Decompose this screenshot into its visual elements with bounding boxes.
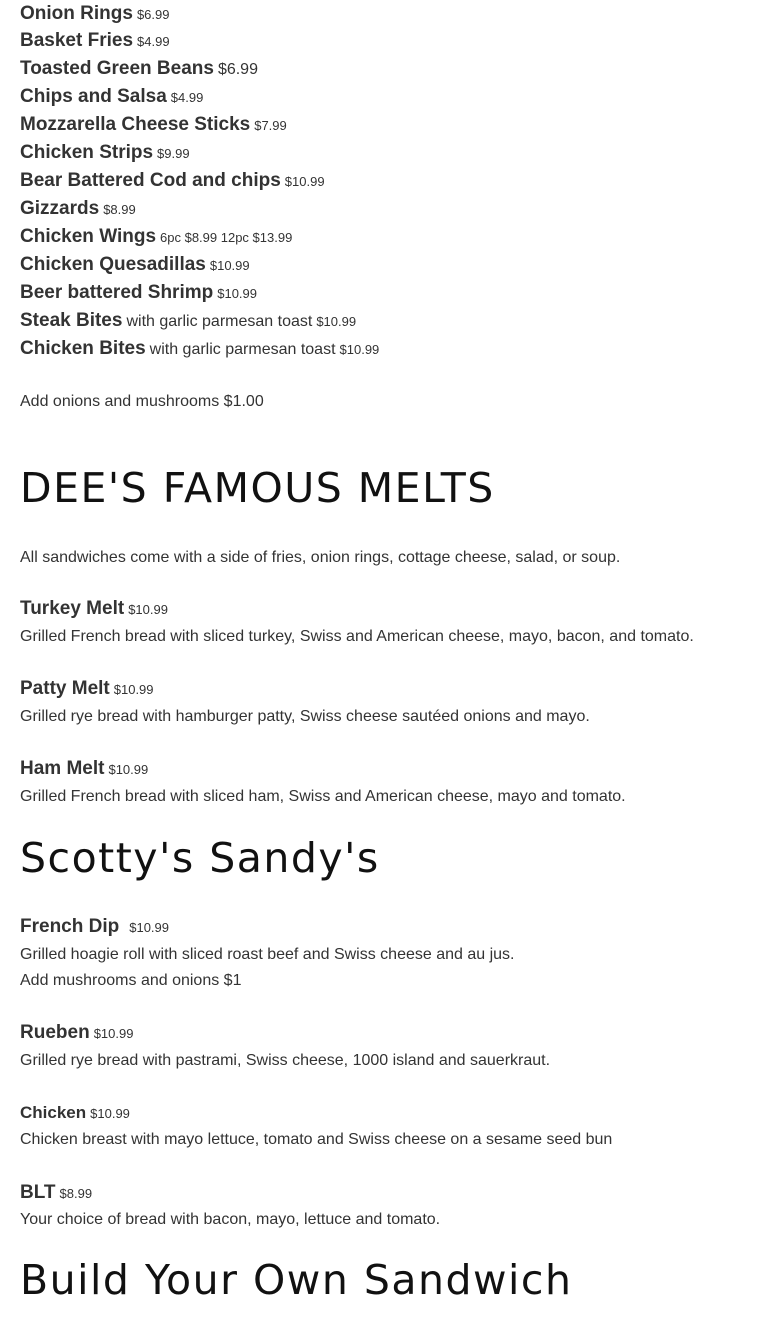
item-description: Grilled French bread with sliced ham, Swiss and American cheese, mayo and tomato. <box>20 788 626 805</box>
item-price: $10.99 <box>93 1026 134 1041</box>
item-name: Onion Rings <box>20 3 133 24</box>
list-item <box>20 0 379 27</box>
list-item <box>20 55 379 83</box>
item-name: Bear Battered Cod and chips <box>20 170 281 191</box>
item-price: $6.99 <box>217 61 258 78</box>
item-name: Chicken <box>20 1103 87 1122</box>
item-description: with garlic parmesan toast <box>126 313 313 330</box>
item-price: $10.99 <box>128 602 168 617</box>
item-price: $9.99 <box>157 146 190 161</box>
item-price: $10.99 <box>129 920 169 935</box>
section-heading-melts: DEE'S FAMOUS MELTS <box>20 464 495 512</box>
item-price: $10.99 <box>113 682 154 697</box>
menu-item-title <box>20 914 169 941</box>
item-name: French Dip <box>20 916 120 937</box>
list-item <box>20 335 379 363</box>
item-price: $4.99 <box>170 90 204 105</box>
item-description: Chicken breast with mayo lettuce, tomato and Swiss cheese on a sesame seed bun <box>20 1131 613 1148</box>
list-item <box>20 139 379 167</box>
item-note: Add mushrooms and onions $1 <box>20 972 242 989</box>
item-name: Basket Fries <box>20 30 134 51</box>
item-name: Chicken Quesadillas <box>20 254 206 275</box>
appetizer-list <box>20 0 379 363</box>
list-item <box>20 279 379 307</box>
menu-item-title <box>20 1100 130 1127</box>
item-price: $10.99 <box>209 258 250 273</box>
menu-item-title <box>20 1020 133 1047</box>
section-heading-sandys: Scotty's Sandy's <box>20 834 380 882</box>
item-name: Chicken Wings <box>20 226 157 247</box>
item-price: $7.99 <box>254 118 287 133</box>
list-item <box>20 83 379 111</box>
menu-item-title <box>20 756 148 783</box>
item-description: Grilled French bread with sliced turkey, Swiss and American cheese, mayo, bacon, and tomato. <box>20 628 694 645</box>
item-name: Beer battered Shrimp <box>20 282 214 303</box>
item-name: Toasted Green Beans <box>20 58 214 79</box>
item-name: Gizzards <box>20 198 100 219</box>
item-name: Turkey Melt <box>20 598 125 619</box>
item-price: $10.99 <box>217 286 257 301</box>
item-price: $10.99 <box>339 342 380 357</box>
item-price: $8.99 <box>59 1186 93 1201</box>
item-price: $10.99 <box>90 1106 130 1121</box>
item-price: $6.99 <box>136 7 170 22</box>
item-name: Mozzarella Cheese Sticks <box>20 114 251 135</box>
list-item <box>20 111 379 139</box>
item-name: Ham Melt <box>20 758 105 779</box>
list-item <box>20 27 379 55</box>
item-name: Chicken Strips <box>20 142 154 163</box>
list-item <box>20 167 379 195</box>
item-price: 6pc $8.99 12pc $13.99 <box>160 230 293 245</box>
list-item <box>20 307 379 335</box>
melts-intro: All sandwiches come with a side of fries, onion rings, cottage cheese, salad, or soup. <box>20 549 621 566</box>
menu-item-title <box>20 596 168 623</box>
item-price: $10.99 <box>284 174 325 189</box>
menu-item-title <box>20 676 154 703</box>
menu-item-title <box>20 1180 92 1207</box>
item-description: Grilled hoagie roll with sliced roast beef and Swiss cheese and au jus. <box>20 946 515 963</box>
appetizer-note: Add onions and mushrooms $1.00 <box>20 393 264 410</box>
item-name: Chicken Bites <box>20 338 146 359</box>
item-price: $10.99 <box>108 762 149 777</box>
list-item <box>20 195 379 223</box>
item-name: Steak Bites <box>20 310 123 331</box>
item-price: $10.99 <box>316 314 357 329</box>
item-description: with garlic parmesan toast <box>149 341 336 358</box>
item-price: $8.99 <box>103 202 136 217</box>
item-description: Grilled rye bread with pastrami, Swiss cheese, 1000 island and sauerkraut. <box>20 1052 551 1069</box>
item-name: Chips and Salsa <box>20 86 167 107</box>
section-heading-build: Build Your Own Sandwich <box>20 1256 573 1304</box>
item-price: $4.99 <box>137 34 170 49</box>
item-description: Your choice of bread with bacon, mayo, lettuce and tomato. <box>20 1211 441 1228</box>
list-item <box>20 251 379 279</box>
item-description: Grilled rye bread with hamburger patty, Swiss cheese sautéed onions and mayo. <box>20 708 590 725</box>
item-name: Patty Melt <box>20 678 110 699</box>
item-name: BLT <box>20 1182 56 1203</box>
list-item <box>20 223 379 251</box>
item-name: Rueben <box>20 1022 90 1043</box>
